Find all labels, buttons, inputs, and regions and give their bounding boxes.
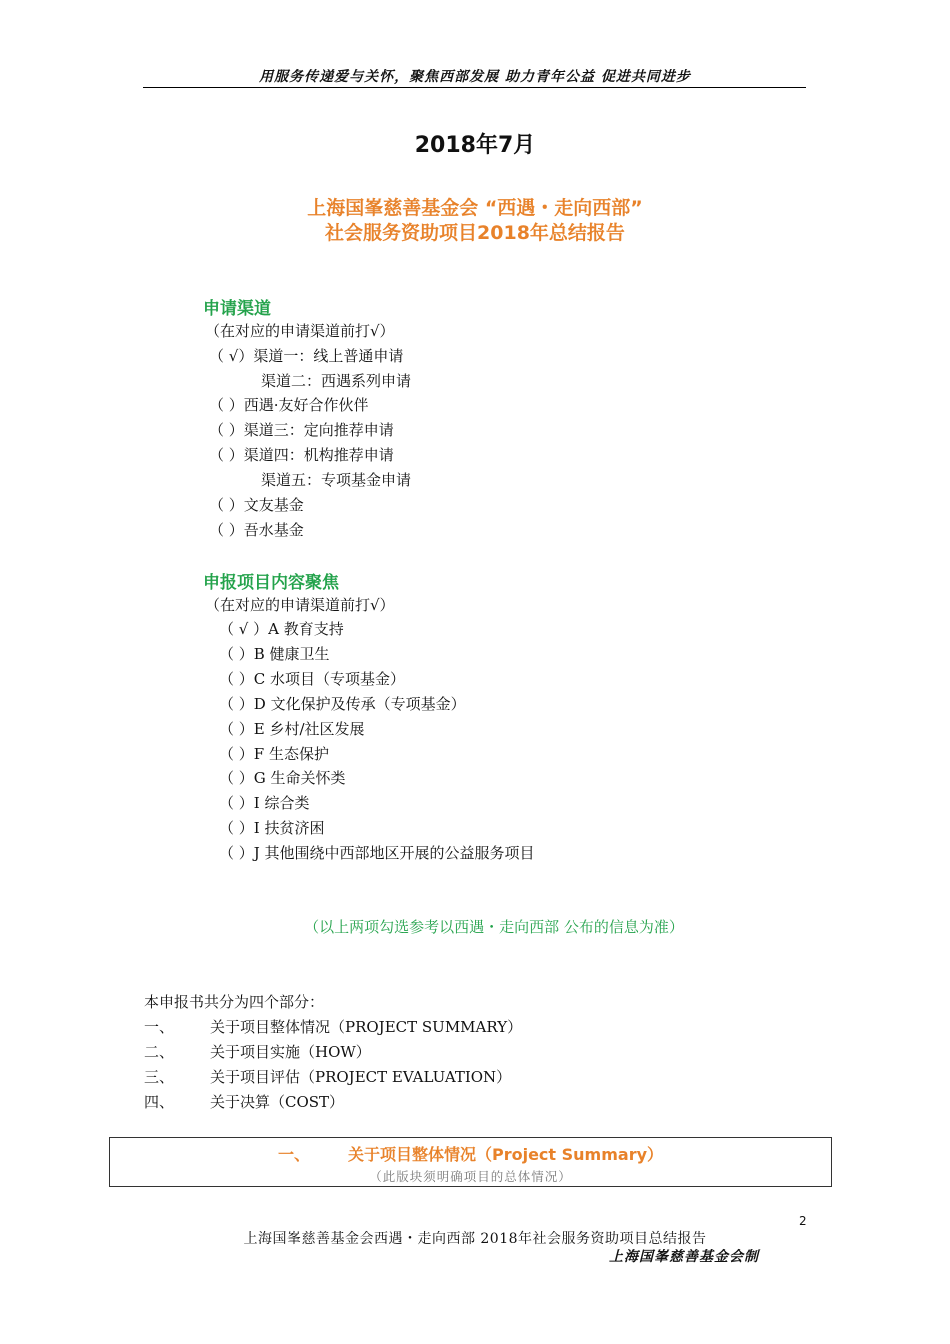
channel-item: （ ）吾水基金	[209, 521, 304, 539]
part-text: 关于决算（COST）	[210, 1093, 345, 1111]
channel-item: （ ）渠道四：机构推荐申请	[209, 446, 394, 464]
header-motto: 用服务传递爱与关怀，聚焦西部发展 助力青年公益 促进共同进步	[259, 69, 691, 85]
section-subtitle: （此版块须明确项目的总体情况）	[369, 1169, 572, 1184]
section-title-text: 关于项目整体情况（Project Summary）	[347, 1145, 664, 1164]
channels-instruction: （在对应的申请渠道前打√）	[205, 322, 395, 340]
report-title-line2: 社会服务资助项目2018年总结报告	[325, 222, 625, 244]
part-number: 四、	[144, 1093, 175, 1111]
focus-heading: 申报项目内容聚焦	[203, 573, 339, 593]
focus-item: （ ）B 健康卫生	[219, 645, 330, 663]
focus-item: （ ）F 生态保护	[219, 745, 329, 763]
part-item	[144, 1091, 344, 1112]
focus-item: （ ）D 文化保护及传承（专项基金）	[219, 695, 466, 713]
parts-intro: 本申报书共分为四个部分：	[144, 993, 325, 1011]
part-item	[144, 1016, 522, 1037]
part-number: 三、	[144, 1068, 175, 1086]
part-item	[144, 1041, 371, 1062]
channel-item: （ √）渠道一：线上普通申请	[209, 347, 404, 365]
focus-item: （ ）I 综合类	[219, 794, 310, 812]
focus-item: （ ）C 水项目（专项基金）	[219, 670, 406, 688]
header-divider	[143, 87, 806, 88]
focus-instruction: （在对应的申请渠道前打√）	[205, 596, 395, 614]
part-text: 关于项目评估（PROJECT EVALUATION）	[210, 1068, 512, 1086]
focus-item: （ √ ）A 教育支持	[219, 620, 344, 638]
channel-item: （ ）西遇·友好合作伙伴	[209, 396, 369, 414]
section-header-box	[109, 1137, 832, 1187]
footer-organization: 上海国峯慈善基金会制	[609, 1249, 759, 1265]
part-item	[144, 1066, 511, 1087]
part-text: 关于项目整体情况（PROJECT SUMMARY）	[210, 1018, 523, 1036]
channel-item: （ ）渠道三：定向推荐申请	[209, 421, 394, 439]
focus-item: （ ）G 生命关怀类	[219, 769, 346, 787]
report-title-line1: 上海国峯慈善基金会 “西遇・走向西部”	[307, 197, 643, 219]
section-number: 一、	[277, 1145, 310, 1164]
part-text: 关于项目实施（HOW）	[210, 1043, 371, 1061]
footer-report-title: 上海国峯慈善基金会西遇・走向西部 2018年社会服务资助项目总结报告	[243, 1231, 707, 1247]
section-title	[110, 1142, 831, 1165]
channel-item: （ ）文友基金	[209, 496, 304, 514]
channel-item: 渠道五：专项基金申请	[261, 471, 412, 489]
focus-item: （ ）J 其他围绕中西部地区开展的公益服务项目	[219, 844, 535, 862]
page-number: 2	[799, 1214, 807, 1228]
report-date: 2018年7月	[414, 133, 536, 158]
focus-item: （ ）E 乡村/社区发展	[219, 720, 365, 738]
part-number: 二、	[144, 1043, 175, 1061]
channel-item: 渠道二：西遇系列申请	[261, 372, 412, 390]
focus-item: （ ）I 扶贫济困	[219, 819, 325, 837]
part-number: 一、	[144, 1018, 175, 1036]
selection-note: （以上两项勾选参考以西遇・走向西部 公布的信息为准）	[304, 918, 684, 936]
channels-heading: 申请渠道	[203, 299, 271, 319]
